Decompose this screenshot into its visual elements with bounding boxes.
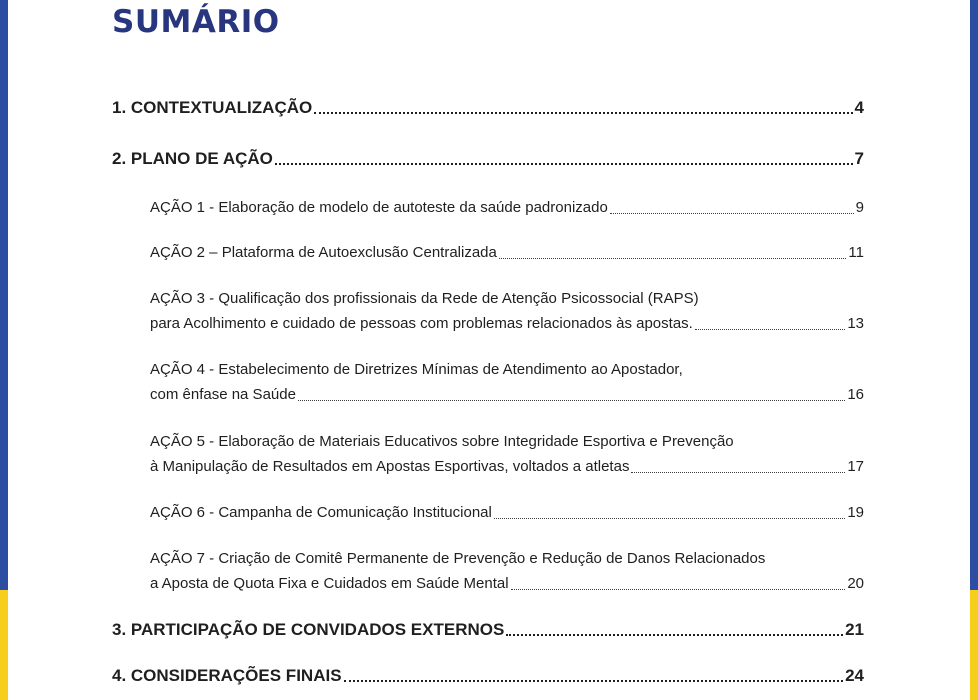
- toc-page-number: 9: [855, 199, 864, 216]
- toc-entry-label: 2. PLANO DE AÇÃO: [112, 149, 273, 168]
- toc-entry-label-line2: à Manipulação de Resultados em Apostas Esportivas, voltados a atletas: [150, 458, 630, 475]
- dot-leader: [499, 258, 847, 259]
- toc-entry-label: 1. CONTEXTUALIZAÇÃO: [112, 98, 313, 117]
- toc-page-number: 20: [847, 575, 864, 592]
- toc-entry-label: 4. CONSIDERAÇÕES FINAIS: [112, 666, 342, 685]
- toc-entry-label-line2: para Acolhimento e cuidado de pessoas com problemas relacionados às apostas.: [150, 315, 693, 332]
- toc-page-number: 17: [847, 458, 864, 475]
- toc-entry-label-line1: AÇÃO 4 - Estabelecimento de Diretrizes Mínimas de Atendimento ao Apostador,: [150, 361, 683, 378]
- dot-leader: [314, 112, 852, 114]
- toc-entry-label-line1: AÇÃO 5 - Elaboração de Materiais Educativos sobre Integridade Esportiva e Prevenção: [150, 433, 734, 450]
- toc-entry-acao-4[interactable]: [150, 357, 864, 407]
- toc-entry-label: AÇÃO 2 – Plataforma de Autoexclusão Centralizada: [150, 244, 497, 261]
- toc-entry-label: 3. PARTICIPAÇÃO DE CONVIDADOS EXTERNOS: [112, 620, 505, 639]
- toc-page-number: 16: [847, 386, 864, 403]
- toc-entry-plano-de-acao[interactable]: [112, 149, 864, 169]
- dot-leader: [494, 518, 845, 519]
- dot-leader: [631, 472, 845, 473]
- dot-leader: [506, 634, 843, 636]
- page-title: SUMÁRIO: [112, 4, 280, 40]
- toc-entry-acao-1[interactable]: [150, 195, 864, 220]
- toc-page-number: 7: [854, 149, 864, 168]
- toc-entry-label-line1: AÇÃO 7 - Criação de Comitê Permanente de Prevenção e Redução de Danos Relacionados: [150, 550, 766, 567]
- dot-leader: [610, 213, 854, 214]
- toc-page-number: 21: [845, 620, 864, 639]
- toc-entry-label-line2: com ênfase na Saúde: [150, 386, 296, 403]
- toc-entry-label: AÇÃO 6 - Campanha de Comunicação Institucional: [150, 504, 492, 521]
- toc-page-number: 24: [845, 666, 864, 685]
- toc-entry-label: AÇÃO 1 - Elaboração de modelo de autoteste da saúde padronizado: [150, 199, 608, 216]
- dot-leader: [344, 680, 844, 682]
- toc-page-number: 4: [854, 98, 864, 117]
- toc-entry-acao-5[interactable]: [150, 429, 864, 479]
- toc-entry-acao-3[interactable]: [150, 286, 864, 336]
- dot-leader: [298, 400, 845, 401]
- toc-entry-label-line2: a Aposta de Quota Fixa e Cuidados em Saúde Mental: [150, 575, 509, 592]
- dot-leader: [695, 329, 845, 330]
- toc-entry-acao-6[interactable]: [150, 500, 864, 525]
- toc-entry-label-line1: AÇÃO 3 - Qualificação dos profissionais da Rede de Atenção Psicossocial (RAPS): [150, 290, 699, 307]
- toc-entry-consideracoes-finais[interactable]: [112, 666, 864, 686]
- toc-page-number: 13: [847, 315, 864, 332]
- toc-entry-contextualizacao[interactable]: [112, 98, 864, 118]
- toc-page-number: 11: [848, 244, 864, 261]
- toc-page-number: 19: [847, 504, 864, 521]
- toc-entry-acao-2[interactable]: [150, 240, 864, 265]
- dot-leader: [275, 163, 853, 165]
- toc-entry-acao-7[interactable]: [150, 546, 864, 596]
- toc-entry-participacao[interactable]: [112, 620, 864, 640]
- dot-leader: [511, 589, 846, 590]
